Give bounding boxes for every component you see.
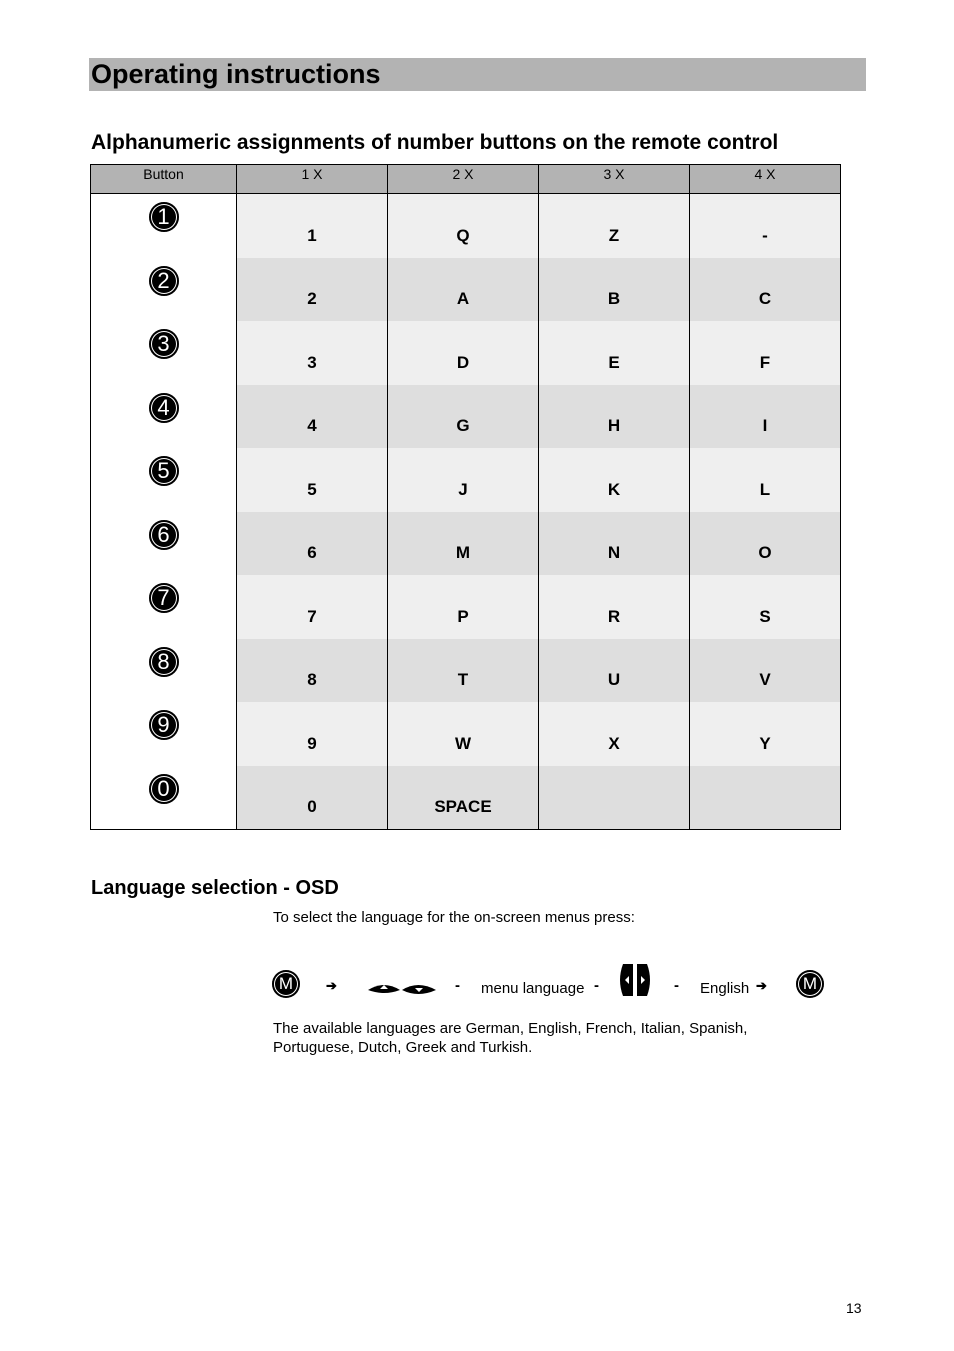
- table-cell: [237, 321, 388, 385]
- circled-number-key-icon: 3: [149, 329, 179, 359]
- table-cell: [237, 639, 388, 703]
- table-row: [91, 258, 841, 322]
- button-cell: [91, 448, 237, 512]
- table-cell: [539, 385, 690, 449]
- cell-value: X: [608, 733, 620, 753]
- cell-value: [690, 817, 840, 829]
- cell-value: 2: [307, 289, 317, 308]
- menu-m-button-icon: M: [796, 970, 824, 998]
- cell-value: 5: [307, 479, 317, 499]
- table-cell: [690, 575, 841, 639]
- table-cell: [237, 575, 388, 639]
- cell-value: C: [758, 289, 772, 308]
- up-down-arrow-buttons-icon: [366, 980, 440, 998]
- table-row: [91, 194, 841, 258]
- left-right-arrow-buttons-icon: [619, 962, 651, 998]
- english-step: English: [700, 980, 750, 997]
- table-cell: [388, 639, 539, 703]
- table-row: [91, 766, 841, 830]
- table-cell: [388, 702, 539, 766]
- table-cell: [388, 258, 539, 322]
- circled-number-key-icon: 2: [149, 266, 179, 296]
- page-number: 13: [846, 1300, 862, 1316]
- cell-value: K: [607, 479, 621, 499]
- table-cell: [388, 512, 539, 576]
- table-row: [91, 512, 841, 576]
- circled-number-key-icon: 9: [149, 710, 179, 740]
- table-cell: [237, 702, 388, 766]
- button-cell: [91, 766, 237, 830]
- sequence-separator: -: [455, 977, 460, 994]
- table-cell: [539, 639, 690, 703]
- table-cell: [690, 258, 841, 322]
- table-cell: [237, 512, 388, 576]
- page-title: Operating instructions: [91, 59, 381, 89]
- circled-number-key-icon: 8: [149, 647, 179, 677]
- table-cell: [237, 258, 388, 322]
- table-cell: [539, 194, 690, 258]
- table-cell: [388, 385, 539, 449]
- cell-value: S: [759, 606, 771, 626]
- table-cell: [690, 194, 841, 258]
- available-languages-text: The available languages are German, English, French, Italian, Spanish, Portuguese, Dutch, Greek and Turkish.: [273, 1020, 748, 1056]
- language-intro-text: To select the language for the on-screen menus press:: [273, 909, 635, 926]
- table-row: [91, 385, 841, 449]
- table-cell: [539, 321, 690, 385]
- cell-value: A: [456, 289, 470, 308]
- circled-number-key-icon: 6: [149, 520, 179, 550]
- table-cell: [539, 258, 690, 322]
- language-key-sequence: [270, 962, 840, 1004]
- cell-value: W: [454, 733, 472, 753]
- circled-number-key-icon: 4: [149, 393, 179, 423]
- table-cell: [690, 702, 841, 766]
- cell-value: D: [456, 352, 470, 372]
- menu-language-step: menu language: [481, 980, 585, 997]
- cell-value: F: [759, 352, 771, 372]
- table-cell: [237, 194, 388, 258]
- cell-value: 0: [307, 797, 317, 816]
- cell-value: N: [607, 543, 621, 562]
- table-cell: [388, 321, 539, 385]
- circled-number-key-icon: 0: [149, 774, 179, 804]
- column-header-button: Button: [91, 165, 237, 194]
- button-cell: [91, 258, 237, 322]
- sequence-separator: -: [594, 977, 599, 994]
- circled-number-key-icon: 1: [149, 202, 179, 232]
- table-cell: [388, 194, 539, 258]
- table-cell: [237, 385, 388, 449]
- menu-m-button-icon: M: [272, 970, 300, 998]
- circled-number-key-icon: 5: [149, 456, 179, 486]
- table-row: [91, 702, 841, 766]
- cell-value: 4: [307, 416, 317, 435]
- cell-value: 9: [307, 733, 317, 753]
- table-row: [91, 321, 841, 385]
- alphanumeric-table: [90, 164, 841, 830]
- table-row: [91, 448, 841, 512]
- table-row: [91, 639, 841, 703]
- table-cell: [237, 448, 388, 512]
- column-header-2x: 2 X: [388, 165, 539, 194]
- cell-value: L: [759, 479, 771, 499]
- cell-value: O: [758, 543, 772, 562]
- table-cell: [388, 575, 539, 639]
- column-header-4x: 4 X: [690, 165, 841, 194]
- header-bar: [89, 58, 866, 91]
- cell-value: Y: [759, 733, 771, 753]
- cell-value: 7: [307, 606, 317, 626]
- sequence-separator: -: [674, 977, 679, 994]
- column-header-3x: 3 X: [539, 165, 690, 194]
- button-cell: [91, 639, 237, 703]
- table-cell: [539, 766, 690, 830]
- cell-value: Z: [608, 225, 620, 245]
- cell-value: R: [607, 606, 621, 626]
- cell-value: P: [457, 606, 469, 626]
- table-cell: [690, 448, 841, 512]
- cell-value: 8: [307, 670, 317, 689]
- cell-value: T: [457, 670, 469, 689]
- button-cell: [91, 385, 237, 449]
- button-cell: [91, 575, 237, 639]
- button-cell: [91, 702, 237, 766]
- button-cell: [91, 321, 237, 385]
- table-row: [91, 575, 841, 639]
- cell-value: [539, 817, 689, 829]
- right-arrow-icon: ➔: [326, 978, 337, 993]
- table-cell: [539, 702, 690, 766]
- cell-value: M: [455, 543, 471, 562]
- cell-value: SPACE: [434, 797, 492, 816]
- cell-value: G: [456, 416, 470, 435]
- button-cell: [91, 194, 237, 258]
- table-cell: [539, 448, 690, 512]
- cell-value: B: [607, 289, 621, 308]
- cell-value: E: [608, 352, 620, 372]
- table-cell: [690, 766, 841, 830]
- cell-value: -: [762, 225, 768, 245]
- table-cell: [539, 512, 690, 576]
- button-cell: [91, 512, 237, 576]
- cell-value: 6: [307, 543, 317, 562]
- cell-value: I: [762, 416, 768, 435]
- table-cell: [690, 321, 841, 385]
- cell-value: Q: [456, 225, 470, 245]
- right-arrow-icon: ➔: [756, 978, 767, 993]
- table-header-row: [91, 165, 841, 194]
- language-section-title: Language selection - OSD: [91, 877, 339, 899]
- cell-value: H: [607, 416, 621, 435]
- table-cell: [539, 575, 690, 639]
- cell-value: 3: [307, 352, 317, 372]
- table-cell: [690, 385, 841, 449]
- table-cell: [690, 512, 841, 576]
- column-header-1x: 1 X: [237, 165, 388, 194]
- circled-number-key-icon: 7: [149, 583, 179, 613]
- table-cell: [690, 639, 841, 703]
- cell-value: 1: [307, 225, 317, 245]
- table-section-title: Alphanumeric assignments of number buttons on the remote control: [91, 131, 779, 154]
- table-cell: [388, 448, 539, 512]
- table-cell: [388, 766, 539, 830]
- table-cell: [237, 766, 388, 830]
- cell-value: V: [759, 670, 771, 689]
- cell-value: J: [458, 479, 468, 499]
- cell-value: U: [607, 670, 621, 689]
